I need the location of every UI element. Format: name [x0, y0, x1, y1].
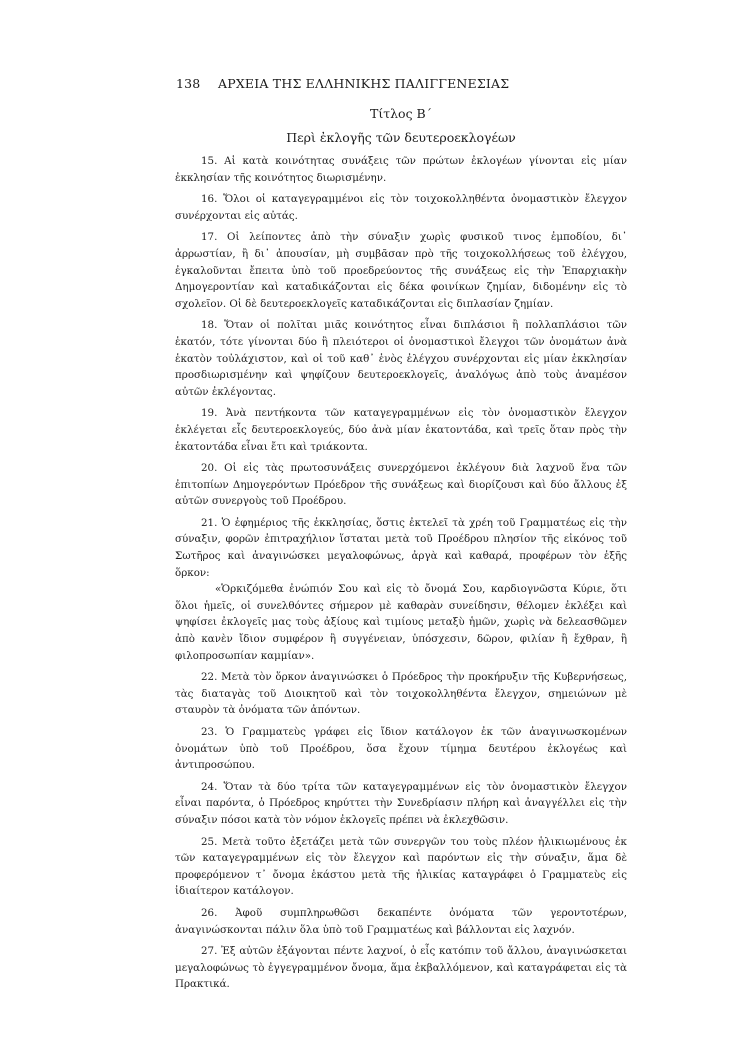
article-17: 17. Οἱ λείποντες ἀπὸ τὴν σύναξιν χωρὶς φυσικοῦ τινος ἐμποδίου, δι᾽ ἀρρωστίαν, ἢ δι᾽ ἀπουσίαν, μὴ συμβᾶσαν πρὸ τῆς τοιχοκολλήσεως τοῦ ἐλέγχου, ἐγκαλοῦνται ἔπειτα ὑπὸ τοῦ προεδρεύοντος τῆς συνάξεως εἰς τὴν Ἐπαρχιακὴν Δημογεροντίαν καὶ καταδικάζονται εἰς δέκα φοινίκων ζημίαν, διδομένην εἰς τὸ σχολεῖον. Οἱ δὲ δευτεροεκλογεῖς καταδικάζονται εἰς διπλασίαν ζημίαν.	[175, 231, 627, 310]
running-title: ΑΡΧΕΙΑ ΤΗΣ ΕΛΛΗΝΙΚΗΣ ΠΑΛΙΓΓΕΝΕΣΙΑΣ	[218, 76, 510, 91]
article-22: 22. Μετὰ τὸν ὅρκον ἀναγινώσκει ὁ Πρόεδρος τὴν προκήρυξιν τῆς Κυβερνήσεως, τὰς διαταγὰς τοῦ Διοικητοῦ καὶ τὸν τοιχοκολληθέντα ἔλεγχον, σημειώνων μὲ σταυρὸν τὰ ὀνόματα τῶν ἀπόντων.	[175, 671, 627, 717]
section-subtitle: Περὶ ἐκλογῆς τῶν δευτεροεκλογέων	[286, 130, 516, 145]
page-header	[176, 76, 626, 94]
page-number: 138	[176, 76, 201, 91]
article-26: 26. Ἀφοῦ συμπληρωθῶσι δεκαπέντε ὀνόματα τῶν γεροντοτέρων, ἀναγινώσκονται πάλιν ὅλα ὑπὸ τοῦ Γραμματέως καὶ βάλλονται εἰς λαχνόν.	[175, 906, 627, 936]
article-25: 25. Μετὰ τοῦτο ἐξετάζει μετὰ τῶν συνεργῶν του τοὺς πλέον ἡλικιωμένους ἐκ τῶν καταγεγραμμένων εἰς τὸν ἔλεγχον καὶ παρόντων εἰς τὴν σύναξιν, ἅμα δὲ προφερόμενον τ᾽ ὄνομα ἑκάστου μετὰ τῆς ἡλικίας καταγράφει ὁ Γραμματεὺς εἰς ἰδιαίτερον κατάλογον.	[175, 835, 627, 898]
article-20: 20. Οἱ εἰς τὰς πρωτοσυνάξεις συνερχόμενοι ἐκλέγουν διὰ λαχνοῦ ἕνα τῶν ἐπιτοπίων Δημογερόντων Πρόεδρον τῆς συνάξεως καὶ διορίζουσι καὶ δύο ἄλλους ἐξ αὐτῶν συνεργοὺς τοῦ Προέδρου.	[175, 462, 627, 508]
article-19: 19. Ἀνὰ πεντήκοντα τῶν καταγεγραμμένων εἰς τὸν ὀνομαστικὸν ἔλεγχον ἐκλέγεται εἷς δευτεροεκλογεύς, δύο ἀνὰ μίαν ἑκατοντάδα, καὶ τρεῖς ὅταν πρὸς τὴν ἑκατοντάδα εἶναι ἔτι καὶ τριάκοντα.	[175, 407, 627, 453]
article-18: 18. Ὅταν οἱ πολῖται μιᾶς κοινότητος εἶναι διπλάσιοι ἢ πολλαπλάσιοι τῶν ἑκατόν, τότε γίνονται δύο ἢ πλειότεροι οἱ ὀνομαστικοὶ ἔλεγχοι τῶν ὀνομάτων ἀνὰ ἑκατὸν τοὐλάχιστον, καὶ οἱ τοῦ καθ᾽ ἑνὸς ἐλέγχου συνέρχονται εἰς μίαν ἐκκλησίαν προσδιωρισμένην καὶ ψηφίζουν δευτεροεκλογεῖς, ἀναλόγως ἀπὸ τοὺς ἀναμέσον αὐτῶν ἐκλέγοντας.	[175, 319, 627, 398]
article-23: 23. Ὁ Γραμματεὺς γράφει εἰς ἴδιον κατάλογον ἐκ τῶν ἀναγινωσκομένων ὀνομάτων ὑπὸ τοῦ Προέδρου, ὅσα ἔχουν τίμημα δευτέρου ἐκλογέως καὶ ἀντιπροσώπου.	[175, 726, 627, 772]
article-21: 21. Ὁ ἐφημέριος τῆς ἐκκλησίας, ὅστις ἐκτελεῖ τὰ χρέη τοῦ Γραμματέως εἰς τὴν σύναξιν, φορῶν ἐπιτραχήλιον ἵσταται μετὰ τοῦ Προέδρου πλησίον τῆς εἰκόνος τοῦ Σωτῆρος καὶ ἀναγινώσκει μεγαλοφώνως, ἀργὰ καὶ καθαρά, προφέρων τὸν ἑξῆς ὅρκον:	[175, 516, 627, 579]
article-27: 27. Ἐξ αὐτῶν ἐξάγονται πέντε λαχνοί, ὁ εἷς κατόπιν τοῦ ἄλλου, ἀναγινώσκεται μεγαλοφώνως τὸ ἐγγεγραμμένον ὄνομα, ἅμα ἐκβαλλόμενον, καὶ καταγράφεται εἰς τὰ Πρακτικά.	[175, 945, 627, 991]
document-body	[175, 153, 627, 998]
article-24: 24. Ὅταν τὰ δύο τρίτα τῶν καταγεγραμμένων εἰς τὸν ὀνομαστικὸν ἔλεγχον εἶναι παρόντα, ὁ Πρόεδρος κηρύττει τὴν Συνεδρίασιν πλήρη καὶ ἀναγγέλλει εἰς τὴν σύναξιν πόσοι κατὰ τὸν νόμον ἐκλογεῖς πρέπει νὰ ἐκλεχθῶσιν.	[175, 780, 627, 826]
article-16: 16. Ὅλοι οἱ καταγεγραμμένοι εἰς τὸν τοιχοκολληθέντα ὀνομαστικὸν ἔλεγχον συνέρχονται εἰς αὐτάς.	[175, 193, 627, 222]
article-15: 15. Αἱ κατὰ κοινότητας συνάξεις τῶν πρώτων ἐκλογέων γίνονται εἰς μίαν ἐκκλησίαν τῆς κοινότητος διωρισμένην.	[175, 155, 627, 184]
section-title: Τίτλος Β΄	[369, 106, 432, 121]
oath-text: «Ὁρκιζόμεθα ἐνώπιόν Σου καὶ εἰς τὸ ὄνομά Σου, καρδιογνῶστα Κύριε, ὅτι ὅλοι ἡμεῖς, οἱ συνελθόντες σήμερον μὲ καθαρὰν συνείδησιν, θέλομεν ἐκλέξει καὶ ψηφίσει ἐκλογεῖς μας τοὺς ἀξίους καὶ τιμίους μεταξὺ ἡμῶν, χωρὶς νὰ δελεασθῶμεν ἀπὸ κανὲν ἴδιον συμφέρον ἢ συγγένειαν, ὑπόσχεσιν, δῶρον, φιλίαν ἢ ἔχθραν, ἢ φιλοπροσωπίαν καμμίαν».	[175, 583, 627, 662]
